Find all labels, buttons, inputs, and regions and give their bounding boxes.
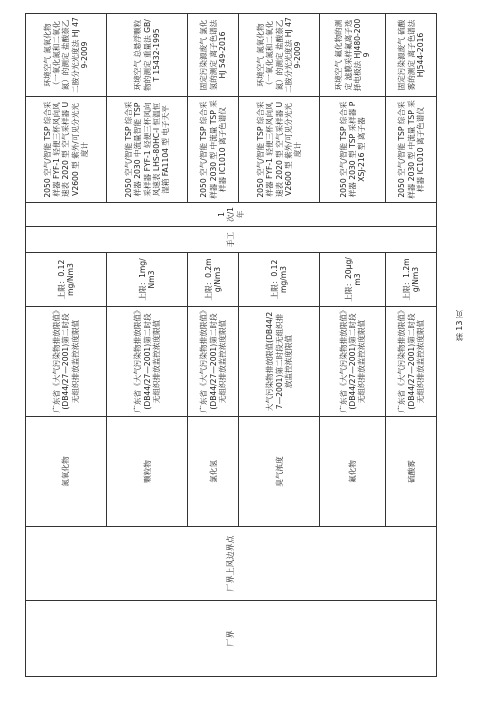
limit-cell: 上限：0.2mg/Nm3 (188, 253, 239, 307)
pollutant-cell: 硫酸雾 (386, 417, 437, 527)
pollutant-cell: 氯化氢 (188, 417, 239, 527)
rotated-table-container (25, 14, 437, 677)
method-cell: 环境空气 总悬浮颗粒物的测定 重量法 GB/T 15432-1995 (107, 14, 188, 97)
method-cell: 固定污染源废气 硫酸雾的测定 离子色谱法 HJ544-2016 (386, 14, 437, 97)
limit-cell: 上限：1.2mg/Nm3 (386, 253, 437, 307)
page-number: 第 13 页 (455, 310, 464, 342)
standard-cell: 广东省《大气污染物排放限值》(DB44/27—2001)第二时段无组织排放监控浓度限值 (386, 307, 437, 417)
instrument-cell: 2050 空气/智能 TSP 综合采样器 FYF-1 轻便三杯风向风速表 2020 型 空气采样器 UV2600 型 紫外/可见分光光度计 (239, 97, 320, 203)
instrument-cell: 2050 空气/智能 TSP 综合采样器 FYF-1 轻便三杯风向风速表 2020 型 空气采样器 UV2600 型 紫外/可见分光光度计 (26, 97, 107, 203)
monitoring-plan-table (25, 13, 437, 677)
standard-cell: 广东省《大气污染物排放限值》(DB44/27—2001)第二时段无组织排放监控浓度限值 (107, 307, 188, 417)
limit-cell: 上限：20μg/m3 (320, 253, 386, 307)
method-cell: 环境空气 氮氧化物（一氧化氮和二氧化氮）的测定 盐酸萘乙二胺分光光度法 HJ 479-2009 (26, 14, 107, 97)
pollutant-cell: 氟化物 (320, 417, 386, 527)
table-row (26, 14, 107, 677)
method-cell: 环境空气 氮氧化物（一氧化氮和二氧化氮）的测定 盐酸萘乙二胺分光光度法 HJ 479-2009 (239, 14, 320, 97)
standard-cell: 广东省《大气污染物排放限值》(DB44/27—2001)第二时段无组织排放监控浓度限值 (26, 307, 107, 417)
frequency-cell: 1 次/1年 (26, 203, 437, 227)
standard-cell: 广东省《大气污染物排放限值》(DB44/27—2001)第二时段无组织排放监控浓度限值 (320, 307, 386, 417)
limit-cell: 上限：1mg/Nm3 (107, 253, 188, 307)
standard-cell: 广东省《大气污染物排放限值》(DB44/27—2001)第二时段无组织排放监控浓度限值 (188, 307, 239, 417)
area-cell: 厂界 (26, 601, 437, 677)
limit-cell: 上限：0.12mg/m3 (239, 253, 320, 307)
standard-cell: 大气污染物排放限值(DB44/27—2001)第二时段无组织排放监控浓度限值 (239, 307, 320, 417)
instrument-cell: 2050 空气/智能 TSP 综合采样器 2030 中流量智能 TSP 采样器 FYF-1 轻便三杯风向风速表 LHS-80HC-I 恒温恒湿箱 FA1104 型 电子天平 (107, 97, 188, 203)
pollutant-cell: 臭气浓度 (239, 417, 320, 527)
monitoring-point-cell: 厂界上风边界点 (26, 527, 437, 601)
method-cell: 固定污染源废气 氯化氢的测定 离子色谱法 HJ 549-2016 (188, 14, 239, 97)
method-cell: 环境空气 氟化物的测定 滤膜采样氟离子选择电极法 HJ480-2009 (320, 14, 386, 97)
pollutant-cell: 氮氧化物 (26, 417, 107, 527)
limit-cell: 上限：0.12mg/Nm3 (26, 253, 107, 307)
mode-cell: 手工 (26, 227, 437, 253)
pollutant-cell: 颗粒物 (107, 417, 188, 527)
instrument-cell: 2050 空气/智能 TSP 综合采样器 2030 型 TSP 采样器 PXSJ-216 型 离子器 (320, 97, 386, 203)
instrument-cell: 2050 空气/智能 TSP 综合采样器 2030 型 中流量 TSP 采样器 IC1010 离子色谱仪 (386, 97, 437, 203)
instrument-cell: 2050 空气/智能 TSP 综合采样器 2030 型 中流量 TSP 采样器 IC1010 离子色谱仪 (188, 97, 239, 203)
